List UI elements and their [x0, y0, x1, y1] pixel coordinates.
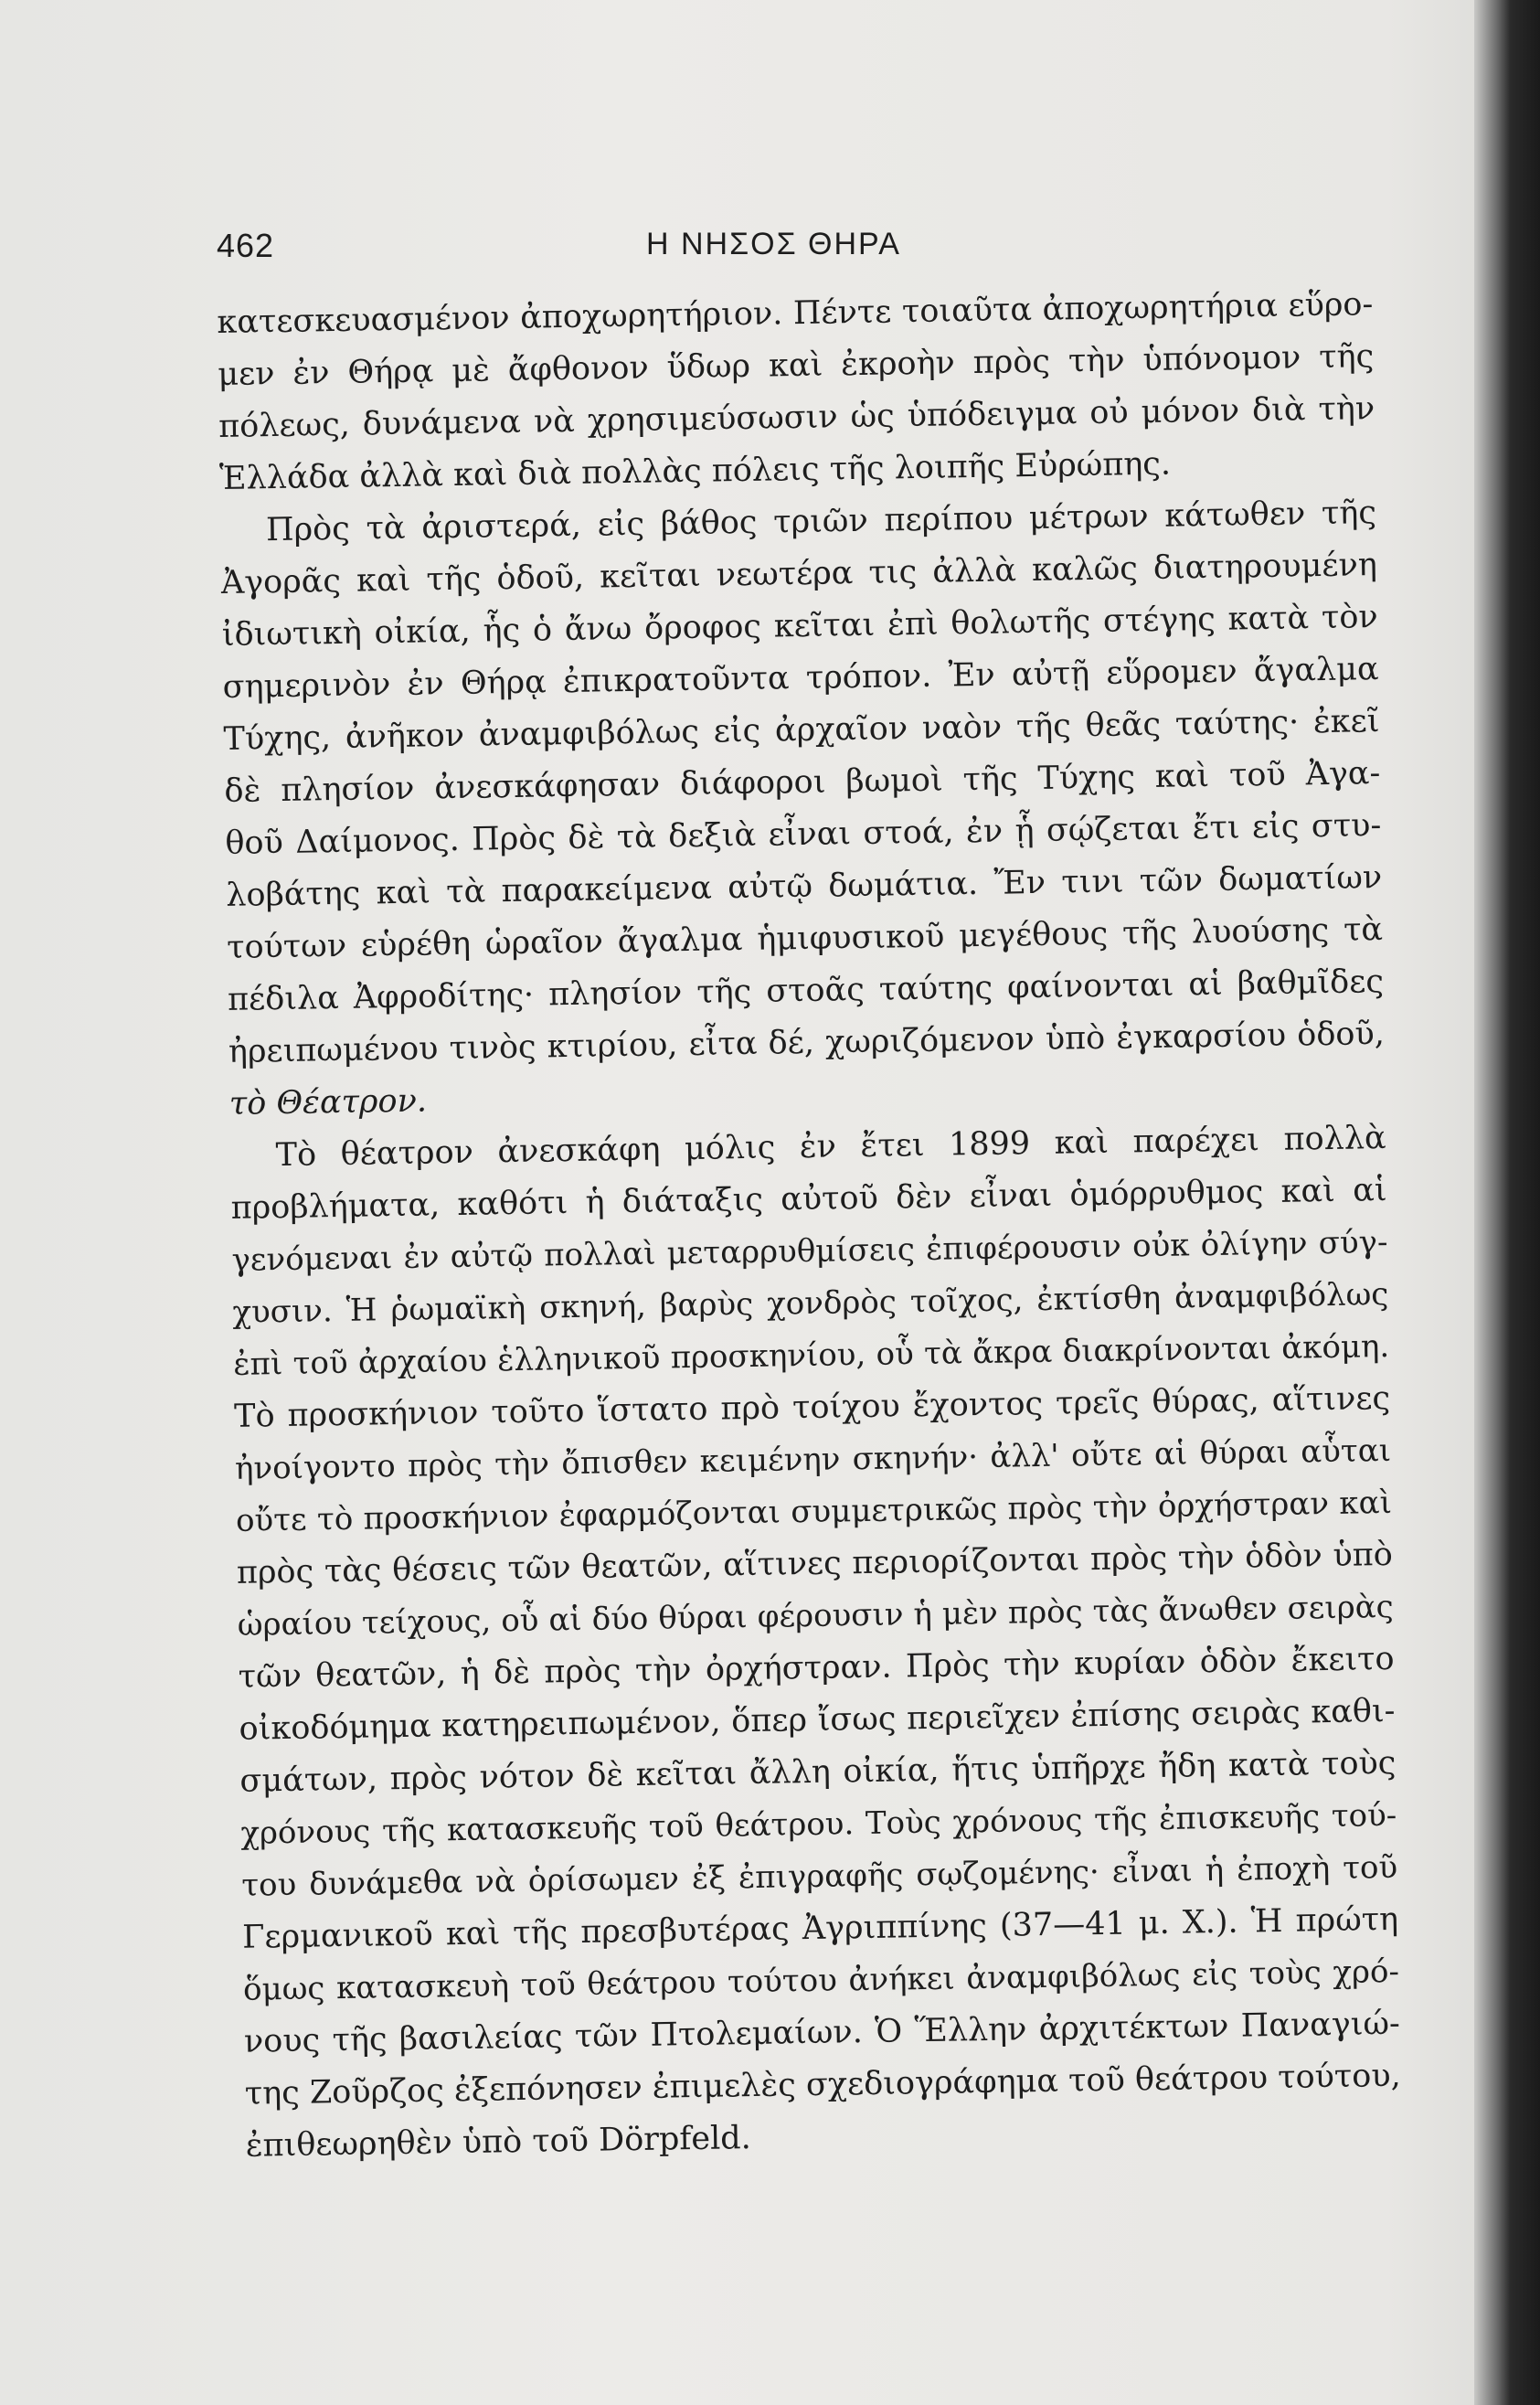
text-line: θοῦ Δαίμονος. Πρὸς δὲ τὰ δεξιὰ εἶναι στοά, ἐν ᾗ σῴζεται ἔτι εἰς στυ-	[225, 807, 1382, 862]
text-line: γενόμεναι ἐν αὐτῷ πολλαὶ μεταρρυθμίσεις ἐπιφέρουσιν οὐκ ὀλίγην σύγ-	[231, 1224, 1388, 1279]
text-line: οὔτε τὸ προσκήνιον ἐφαρμόζονται συμμετρικῶς πρὸς τὴν ὀρχήστραν καὶ	[235, 1484, 1393, 1539]
text-line: χρόνους τῆς κατασκευῆς τοῦ θεάτρου. Τοὺς χρόνους τῆς ἐπισκευῆς τού-	[240, 1796, 1397, 1852]
text-line: μεν ἐν Θήρᾳ μὲ ἄφθονον ὕδωρ καὶ ἐκροὴν πρὸς τὴν ὑπόνομον τῆς	[218, 338, 1375, 393]
text-line: σημερινὸν ἐν Θήρᾳ ἐπικρατοῦντα τρόπον. Ἐν αὐτῇ εὕρομεν ἄγαλμα	[222, 651, 1379, 706]
text-line: ἐπὶ τοῦ ἀρχαίου ἑλληνικοῦ προσκηνίου, οὗ τὰ ἄκρα διακρίνονται ἀκόμη.	[233, 1327, 1390, 1383]
text-line: πόλεως, δυνάμενα νὰ χρησιμεύσωσιν ὡς ὑπόδειγμα οὐ μόνον διὰ τὴν	[218, 390, 1375, 445]
text-line: Γερμανικοῦ καὶ τῆς πρεσβυτέρας Ἀγριππίνης (37—41 μ. Χ.). Ἡ πρώτη	[241, 1900, 1399, 1956]
text-line: της Ζοῦρζος ἐξεπόνησεν ἐπιμελὲς σχεδιογράφημα τοῦ θεάτρου τούτου,	[244, 2057, 1402, 2112]
text-line: χυσιν. Ἡ ῥωμαϊκὴ σκηνή, βαρὺς χονδρὸς τοῖχος, ἐκτίσθη ἀναμφιβόλως	[232, 1275, 1389, 1331]
text-line: τὸ Θέατρον.	[228, 1082, 428, 1123]
text-line: κατεσκευασμένον ἀποχωρητήριον. Πέντε τοιαῦτα ἀποχωρητήρια εὕρο-	[217, 286, 1374, 341]
body-text	[217, 279, 1402, 2173]
text-line: πέδιλα Ἀφροδίτης· πλησίον τῆς στοᾶς ταύτης φαίνονται αἱ βαθμῖδες	[227, 963, 1385, 1018]
text-line: προβλήματα, καθότι ἡ διάταξις αὐτοῦ δὲν εἶναι ὁμόρρυθμος καὶ αἱ	[230, 1172, 1387, 1227]
text-line: ὡραίου τείχους, οὗ αἱ δύο θύραι φέρουσιν ἡ μὲν πρὸς τὰς ἄνωθεν σειρὰς	[237, 1588, 1394, 1644]
text-line: Τύχης, ἀνῆκον ἀναμφιβόλως εἰς ἀρχαῖον ναὸν τῆς θεᾶς ταύτης· ἐκεῖ	[223, 703, 1380, 758]
text-line: λοβάτης καὶ τὰ παρακείμενα αὐτῷ δωμάτια. Ἔν τινι τῶν δωματίων	[225, 859, 1383, 914]
text-line: ἰδιωτικὴ οἰκία, ἧς ὁ ἄνω ὄροφος κεῖται ἐπὶ θολωτῆς στέγης κατὰ τὸν	[221, 599, 1378, 654]
text-line: του δυνάμεθα νὰ ὁρίσωμεν ἐξ ἐπιγραφῆς σῳζομένης· εἶναι ἡ ἐποχὴ τοῦ	[240, 1848, 1398, 1904]
running-title: Η ΝΗΣΟΣ ΘΗΡΑ	[646, 227, 901, 261]
text-line: Τὸ προσκήνιον τοῦτο ἵστατο πρὸ τοίχου ἔχοντος τρεῖς θύρας, αἵτινες	[233, 1379, 1391, 1435]
page-header	[217, 227, 1405, 272]
text-line: Τὸ θέατρον ἀνεσκάφη μόλις ἐν ἔτει 1899 καὶ παρέχει πολλὰ	[275, 1120, 1386, 1175]
text-line: οἰκοδόμημα κατηρειπωμένον, ὅπερ ἴσως περιεῖχεν ἐπίσης σειρὰς καθι-	[239, 1692, 1396, 1748]
text-line: ἐπιθεωρηθὲν ὑπὸ τοῦ Dörpfeld.	[245, 2120, 752, 2165]
book-spine-shadow	[1474, 0, 1540, 2405]
text-line: σμάτων, πρὸς νότον δὲ κεῖται ἄλλη οἰκία, ἥτις ὑπῆρχε ἤδη κατὰ τοὺς	[239, 1744, 1397, 1800]
text-line: Ἀγορᾶς καὶ τῆς ὁδοῦ, κεῖται νεωτέρα τις ἀλλὰ καλῶς διατηρουμένη	[220, 547, 1378, 601]
text-line: ἠρειπωμένου τινὸς κτιρίου, εἶτα δέ, χωριζόμενον ὑπὸ ἐγκαρσίου ὁδοῦ,	[228, 1016, 1386, 1070]
text-line: δὲ πλησίον ἀνεσκάφησαν διάφοροι βωμοὶ τῆς Τύχης καὶ τοῦ Ἀγα-	[224, 755, 1381, 810]
page-number: 462	[217, 227, 275, 264]
text-line: Ἑλλάδα ἀλλὰ καὶ διὰ πολλὰς πόλεις τῆς λοιπῆς Εὐρώπης.	[218, 445, 1172, 497]
text-line: τῶν θεατῶν, ἡ δὲ πρὸς τὴν ὀρχήστραν. Πρὸς τὴν κυρίαν ὁδὸν ἔκειτο	[238, 1640, 1395, 1696]
text-line: ἠνοίγοντο πρὸς τὴν ὄπισθεν κειμένην σκηνήν· ἀλλ' οὔτε αἱ θύραι αὗται	[234, 1431, 1392, 1487]
text-line: Πρὸς τὰ ἀριστερά, εἰς βάθος τριῶν περίπου μέτρων κάτωθεν τῆς	[265, 495, 1377, 549]
text-line: νους τῆς βασιλείας τῶν Πτολεμαίων. Ὁ Ἕλλην ἀρχιτέκτων Παναγιώ-	[243, 2005, 1401, 2060]
text-line: τούτων εὑρέθη ὡραῖον ἄγαλμα ἡμιφυσικοῦ μεγέθους τῆς λυούσης τὰ	[226, 911, 1384, 966]
text-line: ὅμως κατασκευὴ τοῦ θεάτρου τούτου ἀνήκει ἀναμφιβόλως εἰς τοὺς χρό-	[242, 1953, 1400, 2008]
text-line: πρὸς τὰς θέσεις τῶν θεατῶν, αἵτινες περιορίζονται πρὸς τὴν ὁδὸν ὑπὸ	[236, 1536, 1394, 1591]
